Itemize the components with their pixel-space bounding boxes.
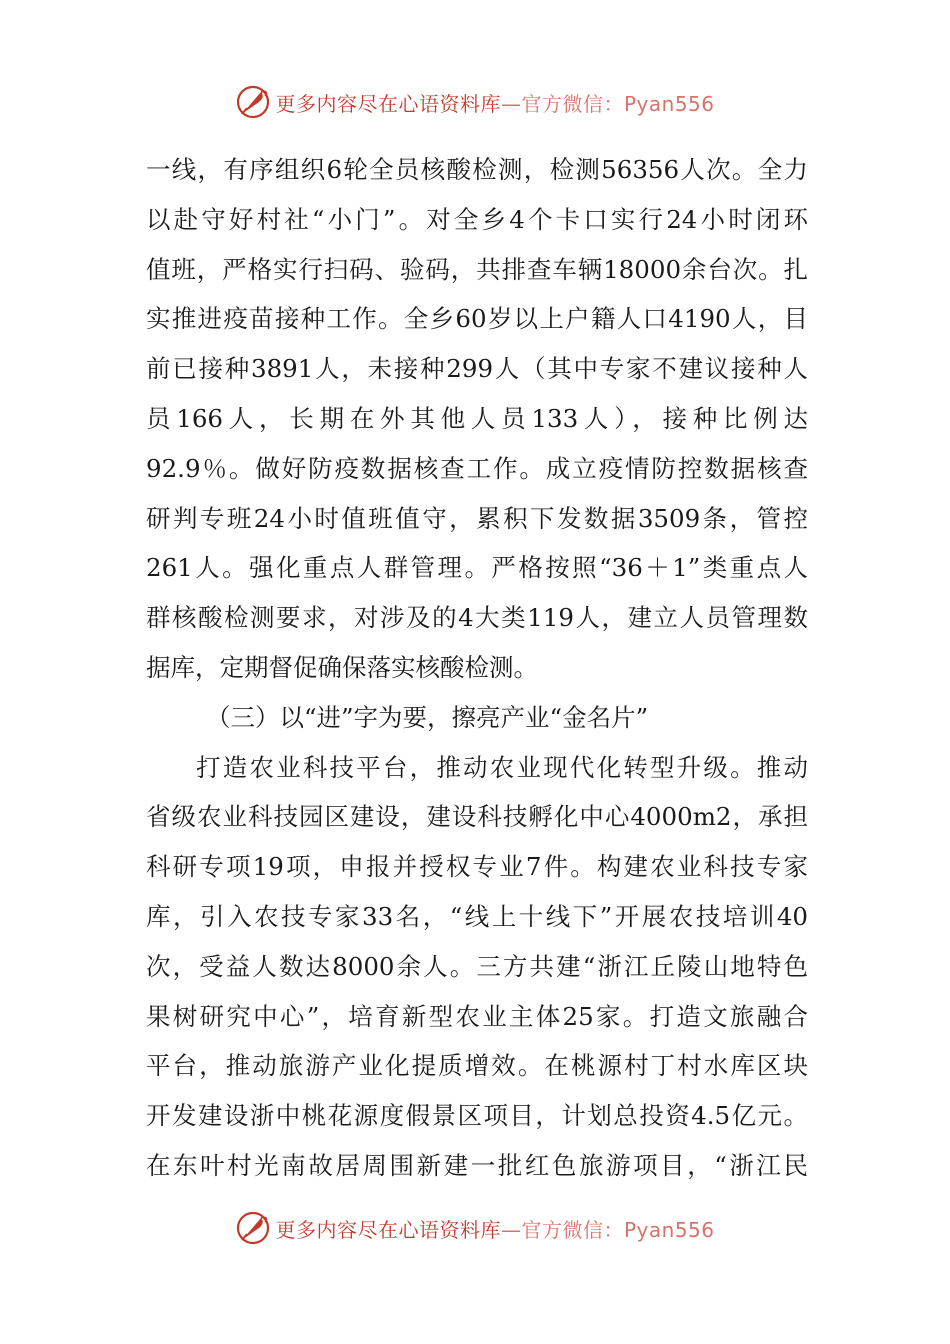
banner-wechat-id: Pyan556	[623, 91, 715, 116]
banner-dash: —	[500, 91, 522, 116]
quill-logo-icon	[235, 1210, 271, 1246]
banner-wechat-id: Pyan556	[623, 1217, 715, 1242]
quill-logo-icon	[235, 84, 271, 120]
text-line: 在东叶村光南故居周围新建一批红色旅游项目，“浙江民	[146, 1150, 808, 1180]
text-line: 省级农业科技园区建设，建设科技孵化中心4000m2，承担	[146, 802, 808, 832]
banner-brand: 更多内容尽在心语资料库	[275, 91, 501, 116]
text-line: 92.9％。做好防疫数据核查工作。成立疫情防控数据核查	[146, 453, 808, 483]
document-body	[146, 145, 808, 1191]
text-line: 打造农业科技平台，推动农业现代化转型升级。推动	[196, 752, 808, 782]
heading-line: （三）以“进”字为要，擦亮产业“金名片”	[206, 702, 649, 732]
header-banner	[0, 82, 950, 122]
text-line: 研判专班24小时值班值守，累积下发数据3509条，管控	[146, 503, 808, 533]
section-heading	[146, 693, 808, 743]
text-line: 以赴守好村社“小门”。对全乡4个卡口实行24小时闭环	[146, 204, 808, 234]
text-line: 员166人，长期在外其他人员133人），接种比例达	[146, 403, 808, 433]
banner-label: 官方微信：	[521, 1217, 624, 1242]
banner-dash: —	[500, 1217, 522, 1242]
text-line: 果树研究中心”，培育新型农业主体25家。打造文旅融合	[146, 1001, 808, 1031]
text-line: 261人。强化重点人群管理。严格按照“36＋1”类重点人	[146, 553, 808, 583]
text-line: 群核酸检测要求，对涉及的4大类119人，建立人员管理数	[146, 603, 808, 633]
text-line: 平台，推动旅游产业化提质增效。在桃源村丁村水库区块	[146, 1051, 808, 1081]
footer-banner	[0, 1208, 950, 1248]
text-line: 据库，定期督促确保落实核酸检测。	[146, 652, 538, 682]
banner-brand: 更多内容尽在心语资料库	[275, 1217, 501, 1242]
text-line: 开发建设浙中桃花源度假景区项目，计划总投资4.5亿元。	[146, 1101, 808, 1131]
banner-text	[275, 1214, 714, 1243]
text-line: 科研专项19项，申报并授权专业7件。构建农业科技专家	[146, 852, 808, 882]
text-line: 次，受益人数达8000余人。三方共建“浙江丘陵山地特色	[146, 951, 808, 981]
paragraph-1	[146, 145, 808, 693]
text-line: 实推进疫苗接种工作。全乡60岁以上户籍人口4190人，目	[146, 304, 808, 334]
text-line: 一线，有序组织6轮全员核酸检测，检测56356人次。全力	[146, 155, 808, 184]
text-line: 前已接种3891人，未接种299人（其中专家不建议接种人	[146, 354, 808, 384]
text-line: 值班，严格实行扫码、验码，共排查车辆18000余台次。扎	[146, 254, 808, 284]
paragraph-2	[146, 743, 808, 1191]
text-line: 库，引入农技专家33名，“线上十线下”开展农技培训40	[146, 901, 808, 931]
banner-label: 官方微信：	[521, 91, 624, 116]
banner-text	[275, 88, 714, 117]
